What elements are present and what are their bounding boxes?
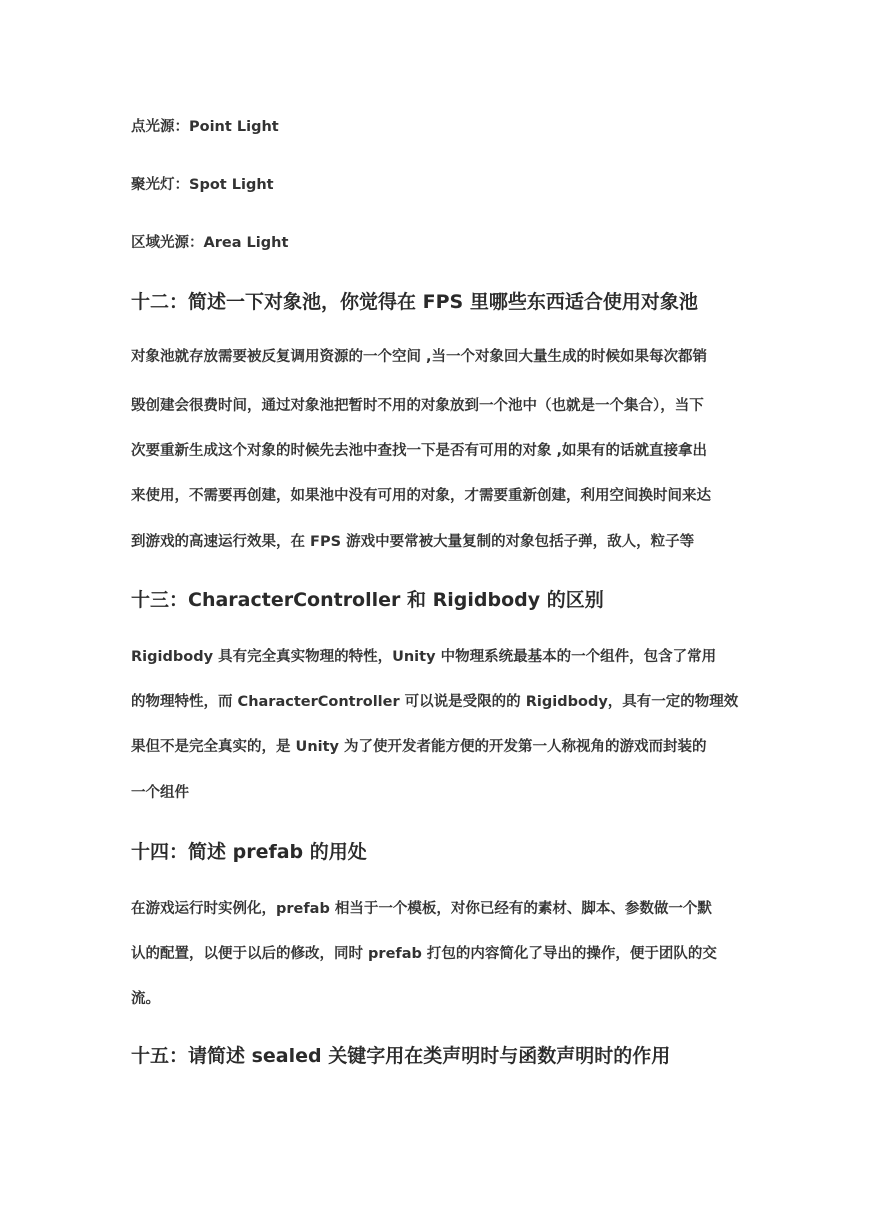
section-12-line-2: 毁创建会很费时间，通过对象池把暂时不用的对象放到一个池中（也就是一个集合），当下	[131, 398, 704, 414]
section-heading-13: 十三：CharacterController 和 Rigidbody 的区别	[131, 589, 604, 611]
section-12-line-4: 来使用，不需要再创建，如果池中没有可用的对象，才需要重新创建，利用空间换时间来达	[131, 488, 711, 504]
section-13-line-2: 的物理特性，而 CharacterController 可以说是受限的的 Rigidbody，具有一定的物理效	[131, 694, 739, 710]
section-heading-12: 十二：简述一下对象池，你觉得在 FPS 里哪些东西适合使用对象池	[131, 291, 698, 313]
section-14-line-3: 流。	[131, 991, 160, 1007]
section-12-line-5: 到游戏的高速运行效果，在 FPS 游戏中要常被大量复制的对象包括子弹，敌人，粒子等	[131, 534, 695, 550]
section-heading-15: 十五：请简述 sealed 关键字用在类声明时与函数声明时的作用	[131, 1045, 671, 1067]
section-14-line-2: 认的配置，以便于以后的修改，同时 prefab 打包的内容简化了导出的操作，便于团队的交	[131, 946, 717, 962]
section-13-line-1: Rigidbody 具有完全真实物理的特性，Unity 中物理系统最基本的一个组件，包含了常用	[131, 649, 717, 665]
light-type-spot: 聚光灯：Spot Light	[131, 177, 274, 193]
light-type-area: 区域光源：Area Light	[131, 235, 289, 251]
section-12-line-3: 次要重新生成这个对象的时候先去池中查找一下是否有可用的对象 ,如果有的话就直接拿出	[131, 443, 708, 459]
section-13-line-4: 一个组件	[131, 785, 189, 801]
light-type-point: 点光源：Point Light	[131, 119, 279, 135]
section-heading-14: 十四：简述 prefab 的用处	[131, 841, 367, 863]
section-13-line-3: 果但不是完全真实的，是 Unity 为了使开发者能方便的开发第一人称视角的游戏而封装的	[131, 739, 707, 755]
section-12-line-1: 对象池就存放需要被反复调用资源的一个空间 ,当一个对象回大量生成的时候如果每次都销	[131, 349, 708, 365]
section-14-line-1: 在游戏运行时实例化，prefab 相当于一个模板，对你已经有的素材、脚本、参数做一个默	[131, 901, 712, 917]
